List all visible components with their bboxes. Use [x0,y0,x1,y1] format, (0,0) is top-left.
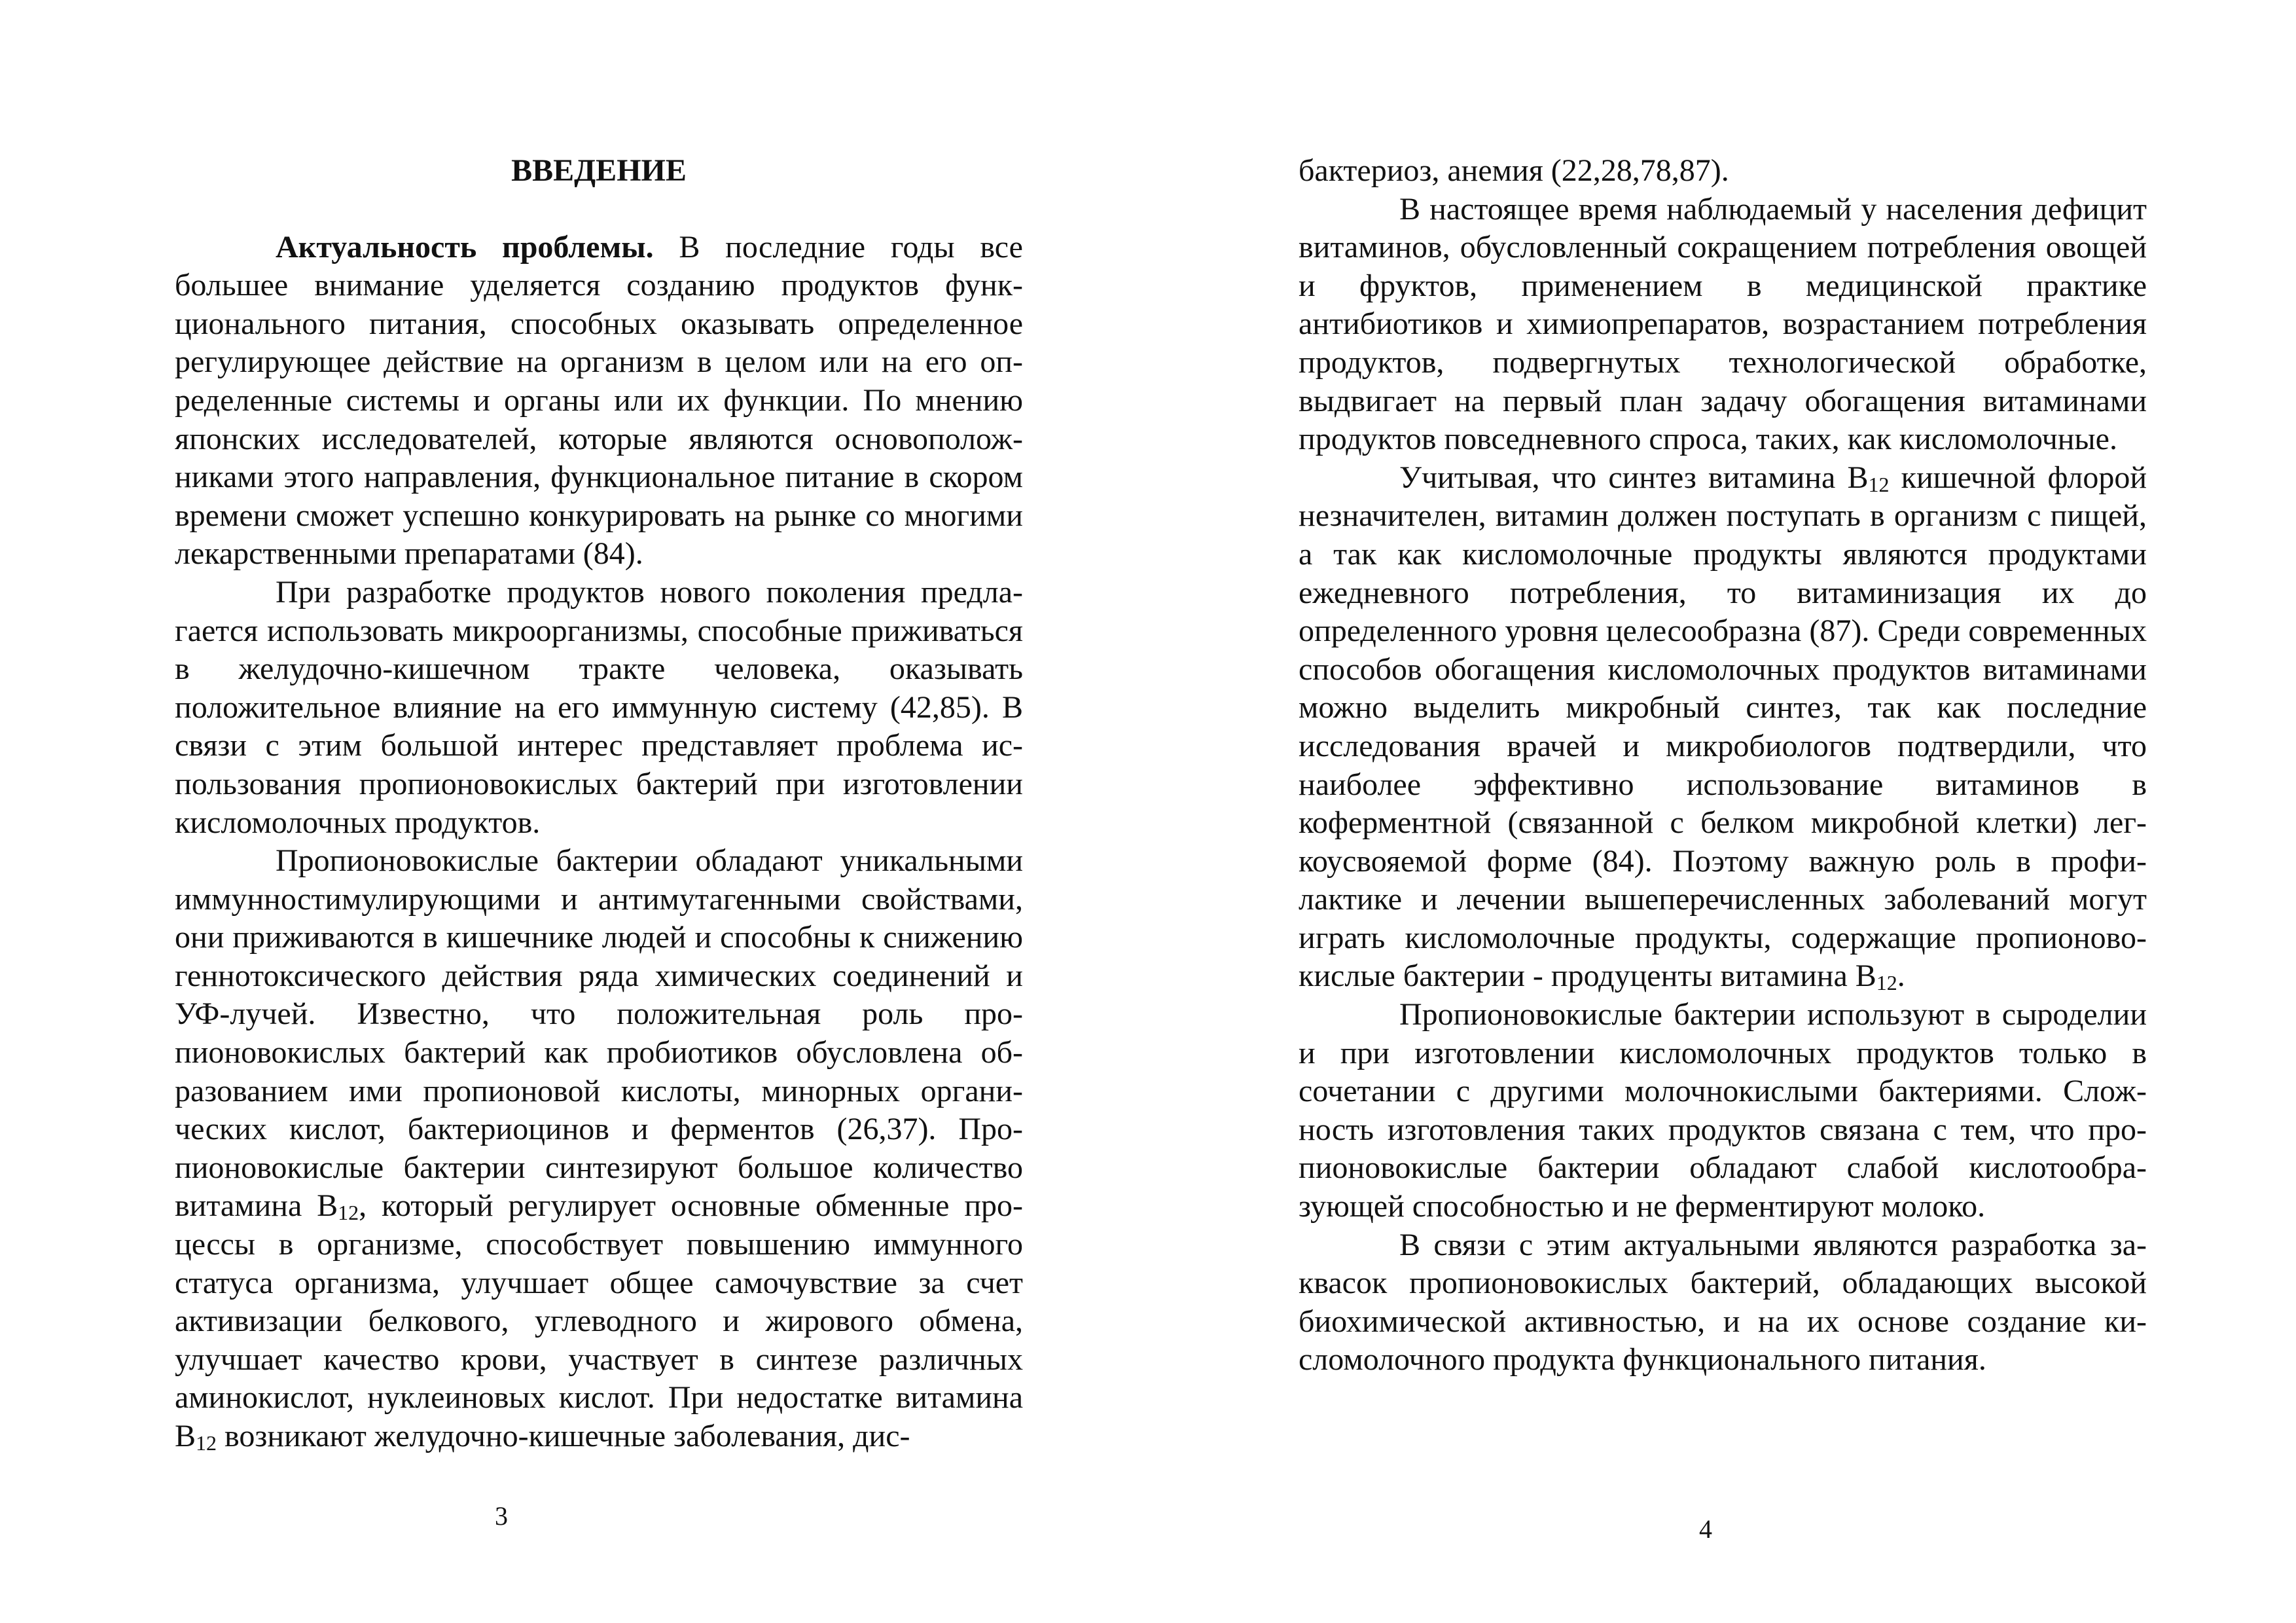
paragraph-text: , который регулирует основные обменные процессы в организме, способствует повышению иммунного статуса организма, улучшает общее самочувствие за счет активизации белкового, углеводного и жирового обмена, улучшает качество крови, участвует в синтезе различных аминокислот, нуклеиновых кислот. При недостатке витамина В [175,1188,1023,1453]
page-number: 3 [495,1501,508,1531]
subscript: 12 [338,1201,359,1225]
paragraph-vitamin-deficit: В настоящее время наблюдаемый у населения дефицит витаминов, обусловленный сокращением потребления овощей и фруктов, применением в медицинской практике антибиотиков и химиопрепаратов, возрастанием потребления продуктов, подвергнутых технологической обработке, выдвигает на первый план задачу обогащения витаминами продуктов повседневного спроса, таких, как кисломолочные. [1299,191,2147,457]
paragraph-text: возникают желудочно-кишечные заболевания, дис- [217,1419,910,1453]
section-heading: ВВЕДЕНИЕ [511,153,687,188]
paragraph-conclusion: В связи с этим актуальными являются разработка заквасок пропионовокислых бактерий, обладающих высокой биохимической активностью, и на их основе создание кисломолочного продукта функционального питания. [1299,1227,2147,1377]
right-page-text-column [1299,152,2147,1379]
paragraph-cheese-making: Пропионовокислые бактерии используют в сыроделии и при изготовлении кисломолочных продуктов только в сочетании с другими молочнокислыми бактериями. Сложность изготовления таких продуктов связана с тем, что пропионовокислые бактерии обладают слабой кислотообразующей способностью и не ферментируют молоко. [1299,997,2147,1224]
paragraph-new-generation: При разработке продуктов нового поколения предлагается использовать микроорганизмы, способные приживаться в желудочно-кишечном тракте человека, оказывать положительное влияние на его иммунную систему (42,85). В связи с этим большой интерес представляет проблема использования пропионовокислых бактерий при изготовлении кисломолочных продуктов. [175,574,1023,840]
left-page-text-column [175,152,1023,1456]
paragraph-text: В последние годы все большее внимание уделяется созданию продуктов функционального питания, способных оказывать определенное регулирующее действие на организм в целом или на его определенные системы и органы или их функции. По мнению японских исследователей, которые являются основоположниками этого направления, функциональное питание в скором времени сможет успешно конкурировать на рынке со многими лекарственными препаратами (84). [175,229,1023,572]
right-page [1148,0,2296,1623]
paragraph-continuation: бактериоз, анемия (22,28,78,87). [1299,153,1729,188]
paragraph-text: Пропионовокислые бактерии обладают уникальными иммунностимулирующими и антимутагенными свойствами, они приживаются в кишечнике людей и способны к снижению геннотоксического действия ряда химических соединений и УФ-лучей. Известно, что положительная роль пропионовокислых бактерий как пробиотиков обусловлена образованием ими пропионовой кислоты, минорных органических кислот, бактериоцинов и ферментов (26,37). Пропионовокислые бактерии синтезируют большое количество витамина В [175,843,1023,1224]
paragraph-text: кишечной флорой незначителен, витамин должен поступать в организм с пищей, а так как кисломолочные продукты являются продуктами ежедневного потребления, то витаминизация их до определенного уровня целесообразна (87). Среди современных способов обогащения кисломолочных продуктов витаминами можно выделить микробный синтез, так как последние исследования врачей и микробиологов подтвердили, что наиболее эффективно использование витаминов в коферментной (связанной с белком микробной клетки) легкоусвояемой форме (84). Поэтому важную роль в профилактике и лечении вышеперечисленных заболеваний могут играть кисломолочные продукты, содержащие пропионовокислые бактерии - продуценты витамина В [1299,460,2147,994]
paragraph-lead-phrase: Актуальность проблемы. [276,229,654,264]
subscript: 12 [1868,472,1890,496]
paragraph-text: . [1897,958,1905,994]
paragraph-vitamin-b12-synthesis [1299,459,2147,996]
paragraph-relevance [175,228,1023,574]
paragraph-propionic-bacteria [175,842,1023,1456]
paragraph-text: Учитывая, что синтез витамина В [1399,460,1869,495]
subscript: 12 [1876,971,1897,995]
subscript: 12 [196,1431,217,1455]
page-number: 4 [1699,1514,1712,1544]
